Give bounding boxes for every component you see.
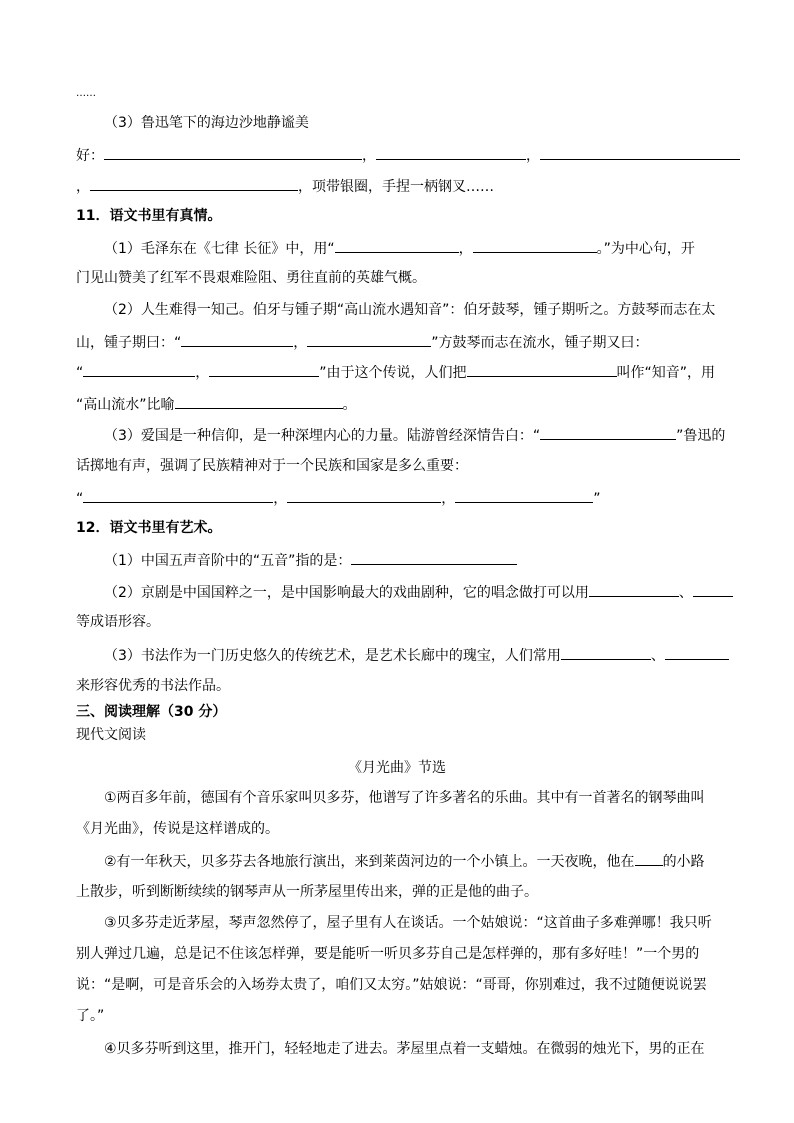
answer-blank[interactable] bbox=[351, 550, 517, 565]
q11-2-line4: “高山流水”比喻 。 bbox=[76, 394, 357, 414]
answer-blank[interactable] bbox=[335, 238, 459, 253]
answer-blank[interactable] bbox=[467, 362, 617, 377]
q12-2-line2: 等成语形容。 bbox=[76, 614, 160, 630]
answer-blank[interactable] bbox=[104, 145, 362, 160]
answer-blank[interactable] bbox=[307, 332, 431, 347]
answer-blank[interactable] bbox=[83, 488, 273, 503]
para-3-line4: 了。” bbox=[76, 1008, 105, 1024]
item-3-blanks-line2: ， ，项带银圈，手捏一柄钢叉…… bbox=[76, 176, 494, 196]
q11-1-line1: （1）毛泽东在《七律 长征》中，用“ ， 。”为中心句，开 bbox=[104, 238, 695, 258]
answer-blank[interactable] bbox=[473, 238, 597, 253]
q11-2-line1: （2）人生难得一知己。伯牙与锺子期“高山流水遇知音”：伯牙鼓琴，锺子期听之。方鼓琴而志在太 bbox=[104, 302, 716, 318]
question-11-title: 11．语文书里有真情。 bbox=[76, 208, 222, 224]
q11-1-line2: 门见山赞美了红军不畏艰难险阻、勇往直前的英雄气概。 bbox=[76, 270, 426, 286]
passage-title: 《月光曲》节选 bbox=[348, 760, 446, 776]
answer-blank[interactable] bbox=[665, 645, 729, 660]
answer-blank[interactable] bbox=[635, 851, 663, 866]
answer-blank[interactable] bbox=[90, 176, 298, 191]
q11-3-line1: （3）爱国是一种信仰，是一种深埋内心的力量。陆游曾经深情告白：“ ”鲁迅的 bbox=[104, 425, 725, 445]
para-2-line1: ②有一年秋天，贝多芬去各地旅行演出，来到莱茵河边的一个小镇上。一天夜晚，他在 的小路 bbox=[104, 851, 705, 871]
section-3-heading: 三、阅读理解（30 分） bbox=[76, 704, 227, 720]
ellipsis-text: …… bbox=[76, 88, 96, 99]
modern-reading-label: 现代文阅读 bbox=[76, 727, 146, 743]
answer-blank[interactable] bbox=[561, 645, 651, 660]
answer-blank[interactable] bbox=[181, 332, 293, 347]
answer-blank[interactable] bbox=[693, 582, 733, 597]
para-2-line2: 上散步，听到断断续续的钢琴声从一所茅屋里传出来，弹的正是他的曲子。 bbox=[76, 884, 538, 900]
para-4-line1: ④贝多芬听到这里，推开门，轻轻地走了进去。茅屋里点着一支蜡烛。在微弱的烛光下，男的正在 bbox=[104, 1041, 705, 1057]
q11-2-line2: 山，锺子期曰：“ ， ”方鼓琴而志在流水，锺子期又曰： bbox=[76, 332, 649, 352]
answer-blank[interactable] bbox=[175, 394, 343, 409]
q12-3-line1: （3）书法作为一门历史悠久的传统艺术，是艺术长廊中的瑰宝，人们常用 、 bbox=[104, 645, 729, 665]
q11-3-line3: “ ， ， ” bbox=[76, 488, 601, 508]
answer-blank[interactable] bbox=[209, 362, 319, 377]
answer-blank[interactable] bbox=[376, 145, 526, 160]
answer-blank[interactable] bbox=[540, 425, 676, 440]
item-3-blanks-line1: 好： ， ， bbox=[76, 145, 740, 165]
answer-blank[interactable] bbox=[455, 488, 593, 503]
q12-2-line1: （2）京剧是中国国粹之一，是中国影响最大的戏曲剧种，它的唱念做打可以用 、 bbox=[104, 582, 733, 602]
para-3-line2: 别人弹过几遍，总是记不住该怎样弹，要是能听一听贝多芬自己是怎样弹的，那有多好哇！”一个男的 bbox=[76, 946, 700, 962]
q12-3-line2: 来形容优秀的书法作品。 bbox=[76, 678, 230, 694]
para-1-line1: ①两百多年前，德国有个音乐家叫贝多芬，他谱写了许多著名的乐曲。其中有一首著名的钢琴曲叫 bbox=[104, 790, 705, 806]
q11-2-line3: “ ， ”由于这个传说，人们把 叫作“知音”，用 bbox=[76, 362, 715, 382]
para-1-line2: 《月光曲》，传说是这样谱成的。 bbox=[76, 821, 279, 837]
answer-blank[interactable] bbox=[589, 582, 679, 597]
q12-1-line: （1）中国五声音阶中的“五音”指的是： bbox=[104, 550, 517, 570]
para-3-line3: 说：“是啊，可是音乐会的入场券太贵了，咱们又太穷。”姑娘说：“哥哥，你别难过，我不过随便说说罢 bbox=[76, 977, 707, 993]
q11-3-line2: 话掷地有声，强调了民族精神对于一个民族和国家是多么重要： bbox=[76, 458, 468, 474]
item-3-prompt: （3）鲁迅笔下的海边沙地静谧美 bbox=[104, 115, 309, 131]
question-12-title: 12．语文书里有艺术。 bbox=[76, 520, 222, 536]
para-3-line1: ③贝多芬走近茅屋，琴声忽然停了，屋子里有人在谈话。一个姑娘说：“这首曲子多难弹哪！我只听 bbox=[104, 915, 712, 931]
answer-blank[interactable] bbox=[83, 362, 195, 377]
answer-blank[interactable] bbox=[540, 145, 740, 160]
answer-blank[interactable] bbox=[287, 488, 441, 503]
